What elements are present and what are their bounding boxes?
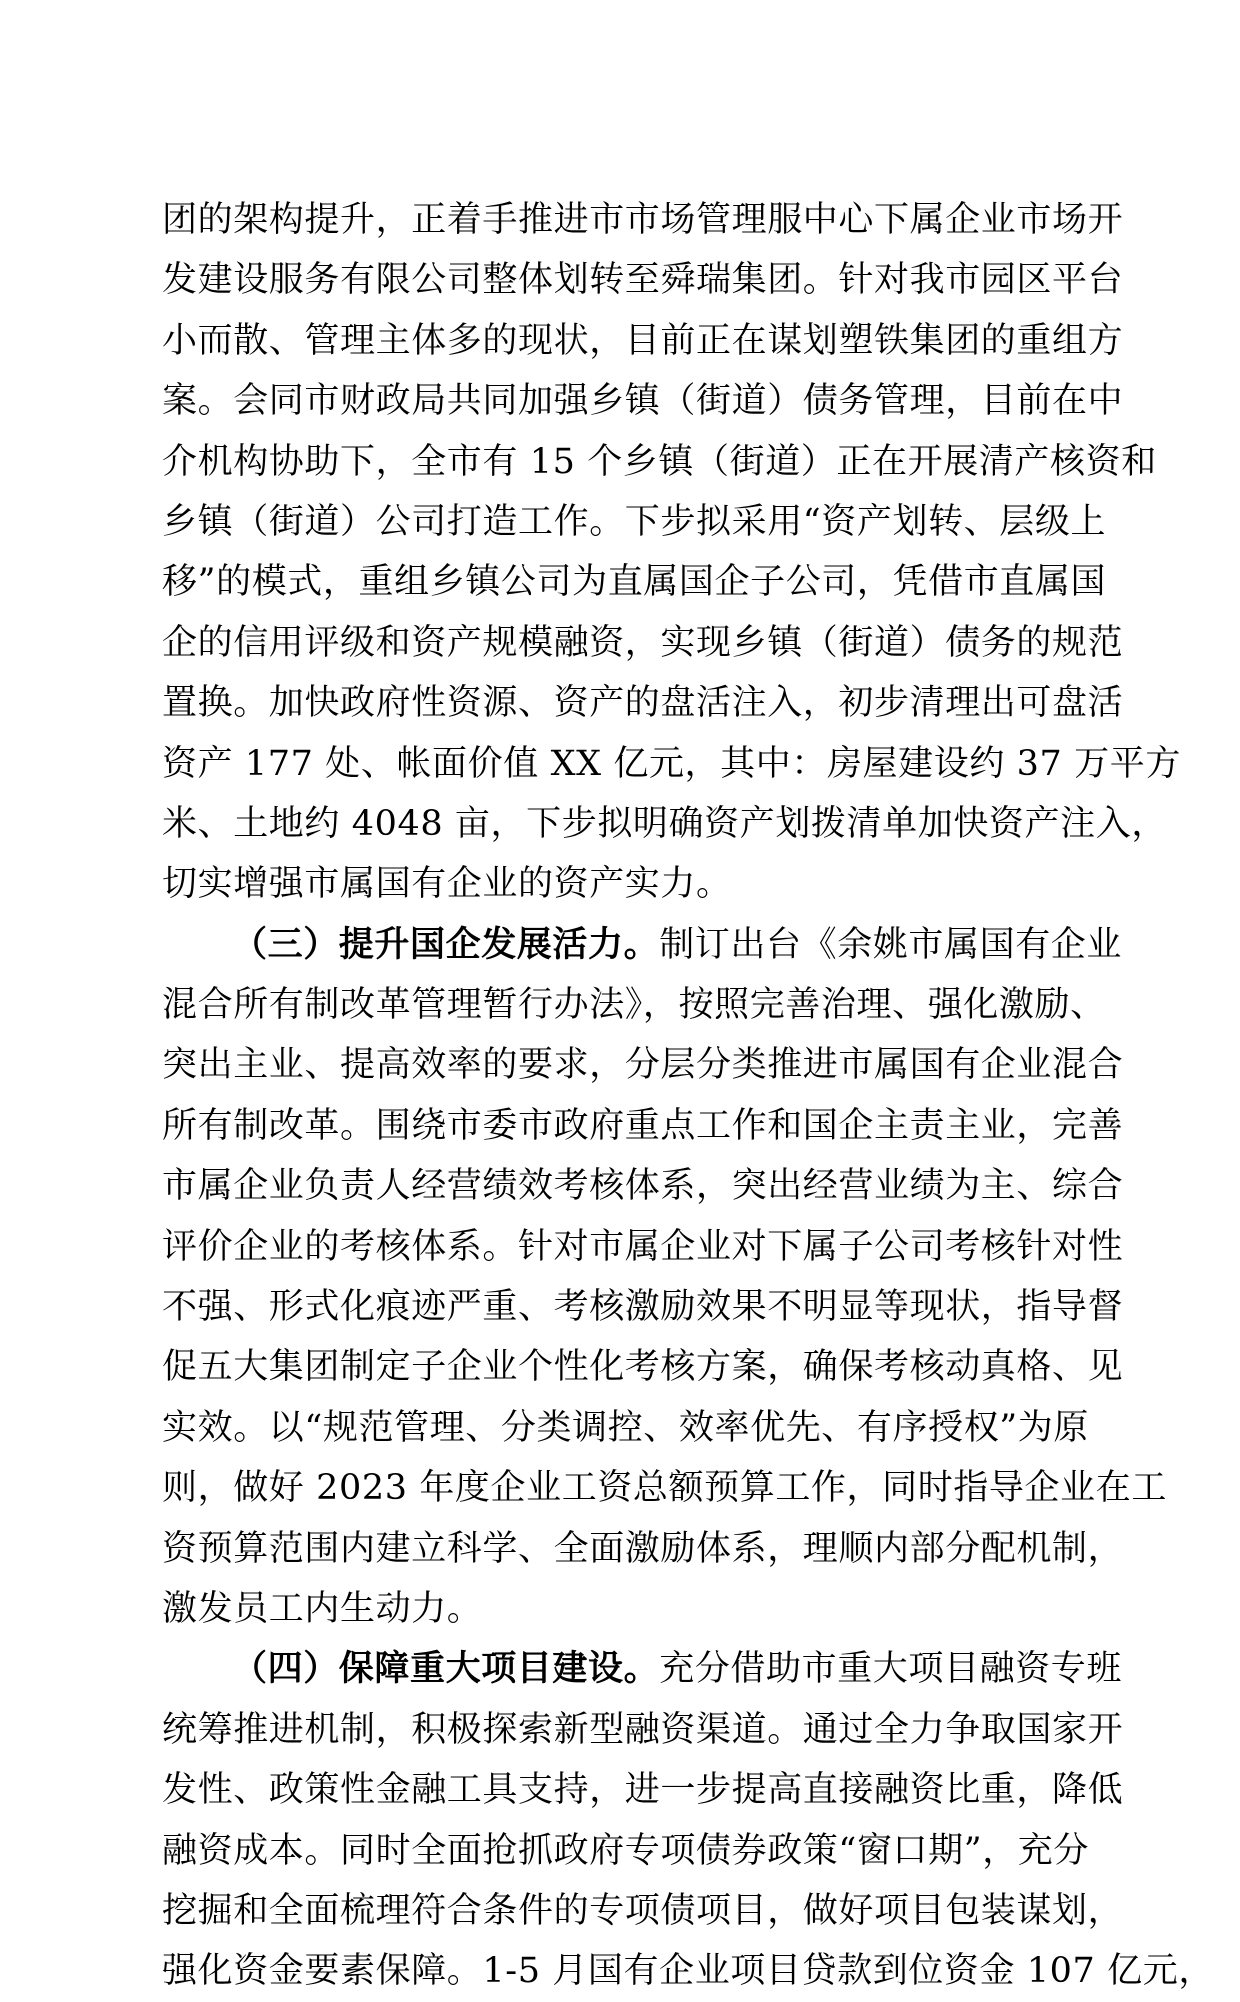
text-line: 资预算范围内建立科学、全面激励体系，理顺内部分配机制， [162,1528,1124,1569]
text-line: 突出主业、提高效率的要求，分层分类推进市属国有企业混合 [162,1045,1124,1086]
section-3-first-line-text: 制订出台《余姚市属国有企业 [659,924,1123,965]
text-line: 融资成本。同时全面抢抓政府专项债券政策“窗口期”，充分 [162,1830,1089,1871]
text-line: 发建设服务有限公司整体划转至舜瑞集团。针对我市园区平台 [162,260,1124,301]
document-page [162,190,1214,2002]
section-3-first-line [162,915,1123,975]
text-line: 挖掘和全面梳理符合条件的专项债项目，做好项目包装谋划， [162,1890,1124,1931]
text-line: 统筹推进机制，积极探索新型融资渠道。通过全力争取国家开 [162,1709,1124,1750]
text-line: 企的信用评级和资产规模融资，实现乡镇（街道）债务的规范 [162,622,1124,663]
text-line: 激发员工内生动力。 [162,1588,483,1629]
text-line: 强化资金要素保障。1-5 月国有企业项目贷款到位资金 107 亿元， [162,1951,1214,1992]
text-line: 评价企业的考核体系。针对市属企业对下属子公司考核针对性 [162,1226,1124,1267]
text-line: 置换。加快政府性资源、资产的盘活注入，初步清理出可盘活 [162,683,1124,724]
section-4-first-line [162,1639,1123,1699]
text-line: 小而散、管理主体多的现状，目前正在谋划塑铁集团的重组方 [162,320,1124,361]
text-line: 所有制改革。围绕市委市政府重点工作和国企主责主业，完善 [162,1105,1124,1146]
text-line: 介机构协助下，全市有 15 个乡镇（街道）正在开展清产核资和 [162,441,1157,482]
section-4-heading: （四）保障重大项目建设。 [232,1648,660,1690]
text-line: 不强、形式化痕迹严重、考核激励效果不明显等现状，指导督 [162,1287,1124,1328]
text-line: 混合所有制改革管理暂行办法》，按照完善治理、强化激励、 [162,985,1106,1026]
paragraph-continuation [162,190,1181,915]
text-line: 则，做好 2023 年度企业工资总额预算工作，同时指导企业在工 [162,1468,1167,1509]
section-3-paragraph [162,915,1167,1640]
text-line: 团的架构提升，正着手推进市市场管理服中心下属企业市场开 [162,200,1124,240]
text-line: 资产 177 处、帐面价值 XX 亿元，其中：房屋建设约 37 万平方 [162,743,1181,784]
text-line: 实效。以“规范管理、分类调控、效率优先、有序授权”为原 [162,1407,1089,1448]
section-4-paragraph [162,1639,1214,2001]
text-line: 米、土地约 4048 亩，下步拟明确资产划拨清单加快资产注入， [162,803,1167,844]
text-line: 移”的模式，重组乡镇公司为直属国企子公司，凭借市直属国 [162,562,1107,603]
section-3-heading: （三）提升国企发展活力。 [232,923,660,965]
text-line: 发性、政策性金融工具支持，进一步提高直接融资比重，降低 [162,1770,1124,1811]
section-4-first-line-text: 充分借助市重大项目融资专班 [659,1649,1123,1690]
text-line: 促五大集团制定子企业个性化考核方案，确保考核动真格、见 [162,1347,1124,1388]
text-line: 乡镇（街道）公司打造工作。下步拟采用“资产划转、层级上 [162,501,1107,542]
text-line: 市属企业负责人经营绩效考核体系，突出经营业绩为主、综合 [162,1166,1124,1207]
text-line: 案。会同市财政局共同加强乡镇（街道）债务管理，目前在中 [162,381,1124,422]
text-line: 切实增强市属国有企业的资产实力。 [162,864,732,905]
